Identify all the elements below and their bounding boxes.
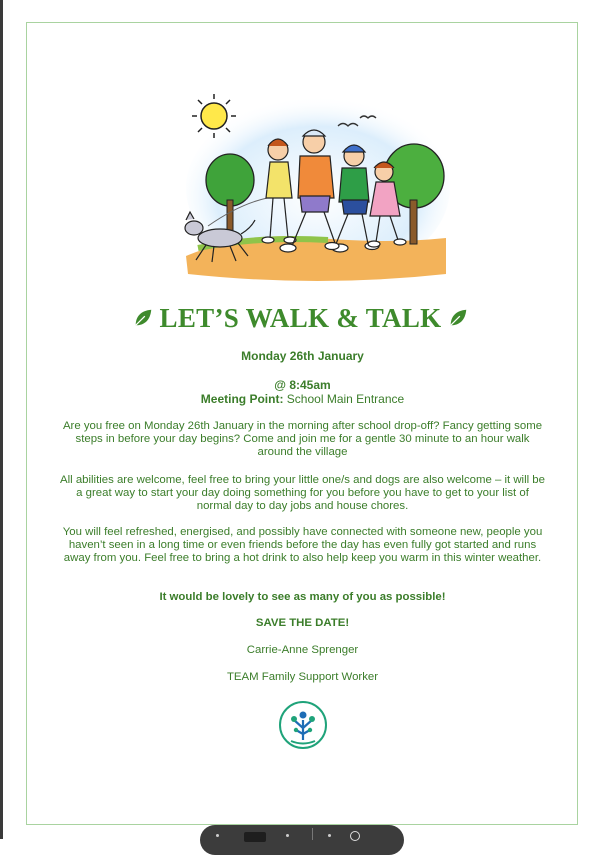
closing-line: It would be lovely to see as many of you as possible! bbox=[159, 591, 446, 603]
zoom-icon[interactable] bbox=[350, 831, 360, 841]
pdf-viewer-toolbar[interactable] bbox=[200, 825, 404, 855]
author-role: TEAM Family Support Worker bbox=[226, 671, 379, 683]
save-the-date: SAVE THE DATE! bbox=[255, 617, 350, 629]
leaf-icon bbox=[447, 307, 469, 329]
meeting-point-label: Meeting Point: bbox=[200, 392, 284, 406]
intro-paragraph: Are you free on Monday 26th January in the morning after school drop-off? Fancy getting some steps in before your day begins? Come and join me for a gentle 30 minute to an hour walk around the village bbox=[62, 420, 543, 459]
meeting-point-value: School Main Entrance bbox=[286, 392, 405, 406]
abilities-paragraph: All abilities are welcome, feel free to bring your little one/s and dogs are also welcome – it will be a great way to start your day doing something for you before you have to get to your list of normal day to day jobs and house chores. bbox=[60, 474, 545, 513]
page-number-input[interactable] bbox=[244, 832, 266, 842]
team-trust-logo bbox=[278, 700, 328, 750]
toolbar-divider bbox=[312, 828, 313, 840]
window-edge bbox=[0, 0, 3, 839]
benefits-paragraph: You will feel refreshed, energised, and possibly have connected with someone new, people you haven’t seen in a long time or even friends before the day has even fully got started and runs away from you. Feel free to bring a hot drink to also help keep you warm in this winter weather. bbox=[62, 526, 543, 565]
zoom-out-icon[interactable] bbox=[328, 834, 331, 837]
event-date: Monday 26th January bbox=[241, 349, 364, 363]
family-walking-illustration bbox=[178, 88, 452, 288]
event-time: @ 8:45am bbox=[274, 378, 331, 392]
author-name: Carrie-Anne Sprenger bbox=[246, 644, 359, 656]
flyer-title bbox=[0, 303, 601, 334]
toolbar-page-indicator bbox=[216, 834, 219, 837]
meeting-point bbox=[60, 393, 545, 406]
leaf-icon bbox=[132, 307, 154, 329]
toolbar-separator-dot bbox=[286, 834, 289, 837]
flyer-title-text: LET’S WALK & TALK bbox=[159, 303, 442, 333]
